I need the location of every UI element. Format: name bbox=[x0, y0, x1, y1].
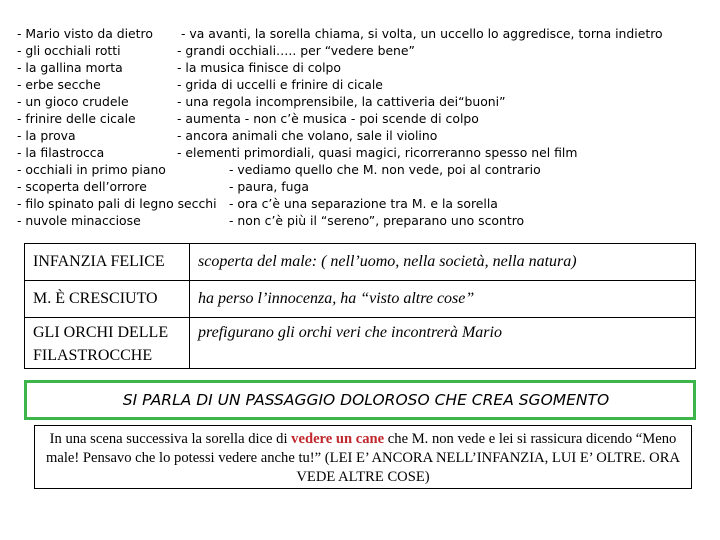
scene-description: - la musica finisce di colpo bbox=[177, 60, 342, 75]
scene-item: - erbe secche bbox=[17, 77, 101, 92]
scene-item: - la prova bbox=[17, 128, 76, 143]
scene-description: - va avanti, la sorella chiama, si volta, un uccello lo aggredisce, torna indietro bbox=[181, 26, 663, 41]
note-highlight: vedere un cane bbox=[291, 431, 385, 447]
scene-description: - non c’è più il “sereno”, preparano uno scontro bbox=[229, 213, 525, 228]
note-box bbox=[34, 425, 692, 489]
scene-description: - vediamo quello che M. non vede, poi al contrario bbox=[229, 162, 541, 177]
row-label: INFANZIA FELICE bbox=[25, 244, 190, 281]
table-row bbox=[25, 318, 696, 369]
scene-item: - filo spinato pali di legno secchi bbox=[17, 196, 217, 211]
scene-description: - ora c’è una separazione tra M. e la sorella bbox=[229, 196, 498, 211]
table-row bbox=[25, 281, 696, 318]
note-text-before: In una scena successiva la sorella dice di bbox=[49, 431, 292, 447]
row-label: GLI ORCHI DELLE FILASTROCCHE bbox=[25, 318, 190, 369]
scene-item: - Mario visto da dietro bbox=[17, 26, 153, 41]
row-text: prefigurano gli orchi veri che incontrerà Mario bbox=[190, 318, 696, 369]
highlight-text: SI PARLA DI UN PASSAGGIO DOLOROSO CHE CREA SGOMENTO bbox=[122, 391, 610, 409]
summary-table bbox=[24, 243, 696, 369]
scene-description: - ancora animali che volano, sale il violino bbox=[177, 128, 438, 143]
scene-description: - grandi occhiali….. per “vedere bene” bbox=[177, 43, 415, 58]
row-text: scoperta del male: ( nell’uomo, nella società, nella natura) bbox=[190, 244, 696, 281]
scene-description: - paura, fuga bbox=[229, 179, 309, 194]
scene-description: - aumenta - non c’è musica - poi scende di colpo bbox=[177, 111, 479, 126]
highlight-box bbox=[24, 380, 696, 420]
scene-item: - occhiali in primo piano bbox=[17, 162, 166, 177]
scene-item: - frinire delle cicale bbox=[17, 111, 136, 126]
scene-item: - la gallina morta bbox=[17, 60, 123, 75]
scene-item: - gli occhiali rotti bbox=[17, 43, 121, 58]
scene-item: - la filastrocca bbox=[17, 145, 105, 160]
scene-description: - una regola incomprensibile, la cattiveria dei“buoni” bbox=[177, 94, 506, 109]
scene-item: - nuvole minacciose bbox=[17, 213, 141, 228]
scene-description: - elementi primordiali, quasi magici, ricorreranno spesso nel film bbox=[177, 145, 578, 160]
note-text-after: che M. non vede e lei si rassicura dicendo “Meno male! Pensavo che lo potessi vedere anche tu!” (LEI E’ ANCORA NELL’INFANZIA, LUI E’ OLTRE. ORA VEDE ALTRE COSE) bbox=[46, 431, 680, 485]
scene-description: - grida di uccelli e frinire di cicale bbox=[177, 77, 383, 92]
row-label: M. È CRESCIUTO bbox=[25, 281, 190, 318]
table-row bbox=[25, 244, 696, 281]
row-text: ha perso l’innocenza, ha “visto altre cose” bbox=[190, 281, 696, 318]
scene-item: - scoperta dell’orrore bbox=[17, 179, 147, 194]
scene-item: - un gioco crudele bbox=[17, 94, 129, 109]
